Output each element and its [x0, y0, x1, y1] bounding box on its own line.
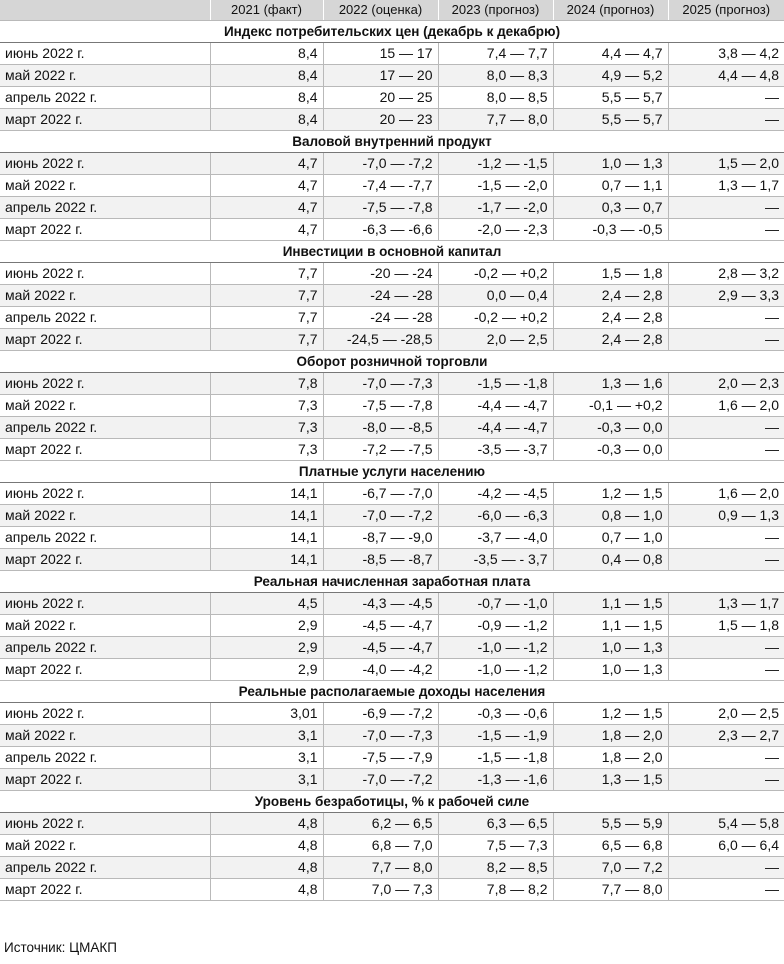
- table-cell: 2,8 — 3,2: [668, 262, 784, 284]
- table-cell: 0,7 — 1,0: [553, 526, 668, 548]
- table-cell: 4,8: [210, 834, 323, 856]
- table-cell: -0,3 — -0,6: [438, 702, 553, 724]
- table-cell: 2,9: [210, 614, 323, 636]
- section-header-row: [0, 240, 784, 262]
- table-cell: -0,1 — +0,2: [553, 394, 668, 416]
- row-label: апрель 2022 г.: [0, 196, 210, 218]
- row-label: май 2022 г.: [0, 724, 210, 746]
- table-cell: -1,2 — -1,5: [438, 152, 553, 174]
- table-cell: 8,4: [210, 42, 323, 64]
- table-cell: 1,1 — 1,5: [553, 592, 668, 614]
- table-row: [0, 372, 784, 394]
- table-cell: -2,0 — -2,3: [438, 218, 553, 240]
- table-cell: —: [668, 328, 784, 350]
- table-row: [0, 416, 784, 438]
- column-header: 2022 (оценка): [323, 0, 438, 20]
- row-label: март 2022 г.: [0, 108, 210, 130]
- table-cell: -7,0 — -7,2: [323, 152, 438, 174]
- table-cell: 5,5 — 5,7: [553, 108, 668, 130]
- table-cell: 0,7 — 1,1: [553, 174, 668, 196]
- table-cell: 4,8: [210, 812, 323, 834]
- table-cell: 1,2 — 1,5: [553, 482, 668, 504]
- table-cell: 2,4 — 2,8: [553, 284, 668, 306]
- table-row: [0, 614, 784, 636]
- row-label: май 2022 г.: [0, 284, 210, 306]
- table-cell: 7,8 — 8,2: [438, 878, 553, 900]
- section-title: Реальная начисленная заработная плата: [0, 570, 784, 592]
- table-cell: 7,0 — 7,2: [553, 856, 668, 878]
- table-row: [0, 86, 784, 108]
- table-cell: 1,1 — 1,5: [553, 614, 668, 636]
- table-cell: 14,1: [210, 548, 323, 570]
- table-row: [0, 262, 784, 284]
- section-header-row: [0, 680, 784, 702]
- row-label: март 2022 г.: [0, 328, 210, 350]
- table-cell: 8,4: [210, 108, 323, 130]
- table-row: [0, 768, 784, 790]
- table-row: [0, 812, 784, 834]
- table-row: [0, 636, 784, 658]
- table-cell: 8,0 — 8,5: [438, 86, 553, 108]
- table-cell: —: [668, 658, 784, 680]
- row-label: март 2022 г.: [0, 548, 210, 570]
- table-row: [0, 482, 784, 504]
- table-row: [0, 108, 784, 130]
- table-cell: 3,1: [210, 768, 323, 790]
- table-row: [0, 438, 784, 460]
- table-cell: 4,5: [210, 592, 323, 614]
- table-row: [0, 504, 784, 526]
- table-cell: 6,0 — 6,4: [668, 834, 784, 856]
- table-cell: 1,8 — 2,0: [553, 746, 668, 768]
- table-cell: -0,2 — +0,2: [438, 306, 553, 328]
- table-row: [0, 306, 784, 328]
- row-label: апрель 2022 г.: [0, 526, 210, 548]
- table-cell: —: [668, 196, 784, 218]
- table-cell: -20 — -24: [323, 262, 438, 284]
- table-cell: -6,7 — -7,0: [323, 482, 438, 504]
- section-header-row: [0, 570, 784, 592]
- row-label: апрель 2022 г.: [0, 856, 210, 878]
- table-row: [0, 724, 784, 746]
- table-cell: —: [668, 856, 784, 878]
- row-label: апрель 2022 г.: [0, 86, 210, 108]
- table-cell: 4,4 — 4,8: [668, 64, 784, 86]
- table-cell: 0,3 — 0,7: [553, 196, 668, 218]
- table-cell: 1,0 — 1,3: [553, 636, 668, 658]
- table-row: [0, 64, 784, 86]
- section-header-row: [0, 460, 784, 482]
- table-row: [0, 152, 784, 174]
- table-cell: 7,3: [210, 394, 323, 416]
- column-header: 2025 (прогноз): [668, 0, 784, 20]
- table-cell: -0,7 — -1,0: [438, 592, 553, 614]
- table-cell: 7,7: [210, 306, 323, 328]
- table-cell: 4,7: [210, 196, 323, 218]
- table-cell: -3,5 — -3,7: [438, 438, 553, 460]
- table-cell: -1,5 — -1,9: [438, 724, 553, 746]
- table-row: [0, 592, 784, 614]
- table-cell: 4,8: [210, 878, 323, 900]
- table-row: [0, 42, 784, 64]
- table-cell: -1,3 — -1,6: [438, 768, 553, 790]
- table-cell: 2,9 — 3,3: [668, 284, 784, 306]
- section-header-row: [0, 790, 784, 812]
- section-title: Уровень безработицы, % к рабочей силе: [0, 790, 784, 812]
- table-row: [0, 856, 784, 878]
- table-cell: -1,7 — -2,0: [438, 196, 553, 218]
- table-cell: -24,5 — -28,5: [323, 328, 438, 350]
- table-cell: -4,5 — -4,7: [323, 636, 438, 658]
- table-row: [0, 328, 784, 350]
- table-row: [0, 218, 784, 240]
- table-cell: —: [668, 218, 784, 240]
- section-header-row: [0, 130, 784, 152]
- table-cell: -0,3 — -0,5: [553, 218, 668, 240]
- table-row: [0, 526, 784, 548]
- table-cell: 1,6 — 2,0: [668, 482, 784, 504]
- table-cell: 1,3 — 1,7: [668, 592, 784, 614]
- table-cell: -6,0 — -6,3: [438, 504, 553, 526]
- table-cell: —: [668, 548, 784, 570]
- table-cell: 1,5 — 1,8: [553, 262, 668, 284]
- table-row: [0, 878, 784, 900]
- row-label: март 2022 г.: [0, 658, 210, 680]
- column-header: 2021 (факт): [210, 0, 323, 20]
- table-cell: 7,0 — 7,3: [323, 878, 438, 900]
- row-label: май 2022 г.: [0, 64, 210, 86]
- table-cell: -0,2 — +0,2: [438, 262, 553, 284]
- table-cell: -4,3 — -4,5: [323, 592, 438, 614]
- table-cell: 0,4 — 0,8: [553, 548, 668, 570]
- table-cell: 6,2 — 6,5: [323, 812, 438, 834]
- table-cell: -7,0 — -7,3: [323, 372, 438, 394]
- table-cell: 1,5 — 1,8: [668, 614, 784, 636]
- table-cell: -3,7 — -4,0: [438, 526, 553, 548]
- table-cell: -0,3 — 0,0: [553, 416, 668, 438]
- table-cell: 2,0 — 2,5: [668, 702, 784, 724]
- table-cell: 5,5 — 5,9: [553, 812, 668, 834]
- row-label: май 2022 г.: [0, 394, 210, 416]
- table-cell: -8,7 — -9,0: [323, 526, 438, 548]
- row-label: июнь 2022 г.: [0, 482, 210, 504]
- table-cell: 2,9: [210, 636, 323, 658]
- table-cell: 8,4: [210, 64, 323, 86]
- section-title: Валовой внутренний продукт: [0, 130, 784, 152]
- table-cell: 1,3 — 1,5: [553, 768, 668, 790]
- section-header-row: [0, 20, 784, 42]
- table-row: [0, 196, 784, 218]
- table-cell: -0,9 — -1,2: [438, 614, 553, 636]
- table-cell: 7,5 — 7,3: [438, 834, 553, 856]
- table-cell: 5,4 — 5,8: [668, 812, 784, 834]
- table-row: [0, 284, 784, 306]
- table-cell: 2,4 — 2,8: [553, 306, 668, 328]
- row-label: март 2022 г.: [0, 218, 210, 240]
- table-cell: 4,9 — 5,2: [553, 64, 668, 86]
- table-cell: -7,5 — -7,8: [323, 196, 438, 218]
- table-cell: -8,5 — -8,7: [323, 548, 438, 570]
- table-cell: -1,5 — -1,8: [438, 746, 553, 768]
- table-cell: 7,3: [210, 416, 323, 438]
- table-cell: -4,4 — -4,7: [438, 416, 553, 438]
- table-cell: 2,0 — 2,3: [668, 372, 784, 394]
- section-header-row: [0, 350, 784, 372]
- table-cell: -4,4 — -4,7: [438, 394, 553, 416]
- table-cell: -1,0 — -1,2: [438, 636, 553, 658]
- table-cell: -7,5 — -7,8: [323, 394, 438, 416]
- table-cell: —: [668, 306, 784, 328]
- table-cell: 8,4: [210, 86, 323, 108]
- table-cell: —: [668, 878, 784, 900]
- table-cell: 3,8 — 4,2: [668, 42, 784, 64]
- row-label: апрель 2022 г.: [0, 306, 210, 328]
- table-cell: 0,0 — 0,4: [438, 284, 553, 306]
- table-cell: -24 — -28: [323, 284, 438, 306]
- table-cell: 1,0 — 1,3: [553, 152, 668, 174]
- row-label: июнь 2022 г.: [0, 372, 210, 394]
- table-cell: 4,7: [210, 152, 323, 174]
- table-cell: 7,7: [210, 262, 323, 284]
- table-cell: 7,7: [210, 284, 323, 306]
- row-label: март 2022 г.: [0, 768, 210, 790]
- table-cell: 7,4 — 7,7: [438, 42, 553, 64]
- table-cell: 3,1: [210, 746, 323, 768]
- row-label: май 2022 г.: [0, 504, 210, 526]
- table-cell: 7,7 — 8,0: [553, 878, 668, 900]
- table-cell: 1,3 — 1,7: [668, 174, 784, 196]
- table-cell: -7,0 — -7,2: [323, 768, 438, 790]
- table-cell: 4,7: [210, 174, 323, 196]
- table-cell: 1,0 — 1,3: [553, 658, 668, 680]
- table-cell: -6,9 — -7,2: [323, 702, 438, 724]
- row-label: июнь 2022 г.: [0, 262, 210, 284]
- row-label: май 2022 г.: [0, 834, 210, 856]
- table-cell: —: [668, 416, 784, 438]
- table-row: [0, 548, 784, 570]
- table-cell: 1,3 — 1,6: [553, 372, 668, 394]
- table-cell: 6,8 — 7,0: [323, 834, 438, 856]
- table-cell: -7,0 — -7,2: [323, 504, 438, 526]
- table-cell: 1,8 — 2,0: [553, 724, 668, 746]
- section-title: Инвестиции в основной капитал: [0, 240, 784, 262]
- table-cell: 15 — 17: [323, 42, 438, 64]
- table-cell: 17 — 20: [323, 64, 438, 86]
- table-row: [0, 702, 784, 724]
- table-cell: -8,0 — -8,5: [323, 416, 438, 438]
- row-label: май 2022 г.: [0, 174, 210, 196]
- section-title: Платные услуги населению: [0, 460, 784, 482]
- table-cell: 5,5 — 5,7: [553, 86, 668, 108]
- table-cell: -6,3 — -6,6: [323, 218, 438, 240]
- table-cell: -7,5 — -7,9: [323, 746, 438, 768]
- table-cell: 4,7: [210, 218, 323, 240]
- table-cell: 7,8: [210, 372, 323, 394]
- table-cell: -4,0 — -4,2: [323, 658, 438, 680]
- table-cell: -3,5 — - 3,7: [438, 548, 553, 570]
- column-header: [0, 0, 210, 20]
- table-cell: —: [668, 86, 784, 108]
- row-label: апрель 2022 г.: [0, 746, 210, 768]
- table-cell: —: [668, 768, 784, 790]
- table-cell: 1,5 — 2,0: [668, 152, 784, 174]
- table-cell: 7,3: [210, 438, 323, 460]
- table-cell: -1,5 — -1,8: [438, 372, 553, 394]
- table-cell: 2,4 — 2,8: [553, 328, 668, 350]
- table-cell: -24 — -28: [323, 306, 438, 328]
- table-cell: 6,5 — 6,8: [553, 834, 668, 856]
- table-cell: 2,0 — 2,5: [438, 328, 553, 350]
- table-cell: 2,3 — 2,7: [668, 724, 784, 746]
- table-cell: 2,9: [210, 658, 323, 680]
- row-label: апрель 2022 г.: [0, 416, 210, 438]
- table-cell: 3,1: [210, 724, 323, 746]
- row-label: июнь 2022 г.: [0, 42, 210, 64]
- row-label: июнь 2022 г.: [0, 702, 210, 724]
- table-cell: 0,9 — 1,3: [668, 504, 784, 526]
- table-cell: -7,2 — -7,5: [323, 438, 438, 460]
- table-cell: 14,1: [210, 504, 323, 526]
- row-label: март 2022 г.: [0, 878, 210, 900]
- table-row: [0, 174, 784, 196]
- table-cell: 7,7 — 8,0: [323, 856, 438, 878]
- table-cell: -4,5 — -4,7: [323, 614, 438, 636]
- table-cell: -1,0 — -1,2: [438, 658, 553, 680]
- table-cell: 20 — 25: [323, 86, 438, 108]
- section-title: Реальные располагаемые доходы населения: [0, 680, 784, 702]
- row-label: март 2022 г.: [0, 438, 210, 460]
- row-label: май 2022 г.: [0, 614, 210, 636]
- row-label: июнь 2022 г.: [0, 812, 210, 834]
- table-cell: 4,4 — 4,7: [553, 42, 668, 64]
- row-label: апрель 2022 г.: [0, 636, 210, 658]
- table-cell: -4,2 — -4,5: [438, 482, 553, 504]
- table-cell: -7,0 — -7,3: [323, 724, 438, 746]
- table-cell: 1,2 — 1,5: [553, 702, 668, 724]
- table-cell: -0,3 — 0,0: [553, 438, 668, 460]
- table-cell: 14,1: [210, 526, 323, 548]
- table-cell: 8,2 — 8,5: [438, 856, 553, 878]
- table-cell: 7,7 — 8,0: [438, 108, 553, 130]
- source-note: Источник: ЦМАКП: [4, 940, 117, 955]
- table-cell: 0,8 — 1,0: [553, 504, 668, 526]
- row-label: июнь 2022 г.: [0, 152, 210, 174]
- table-cell: -1,5 — -2,0: [438, 174, 553, 196]
- table-cell: —: [668, 438, 784, 460]
- table-cell: 14,1: [210, 482, 323, 504]
- table-cell: -7,4 — -7,7: [323, 174, 438, 196]
- table-cell: 8,0 — 8,3: [438, 64, 553, 86]
- row-label: июнь 2022 г.: [0, 592, 210, 614]
- table-cell: —: [668, 108, 784, 130]
- table-cell: 4,8: [210, 856, 323, 878]
- table-row: [0, 394, 784, 416]
- table-cell: —: [668, 526, 784, 548]
- table-cell: —: [668, 746, 784, 768]
- section-title: Индекс потребительских цен (декабрь к декабрю): [0, 20, 784, 42]
- column-header: 2024 (прогноз): [553, 0, 668, 20]
- table-cell: 7,7: [210, 328, 323, 350]
- table-row: [0, 834, 784, 856]
- table-header-row: [0, 0, 784, 20]
- column-header: 2023 (прогноз): [438, 0, 553, 20]
- table-cell: —: [668, 636, 784, 658]
- section-title: Оборот розничной торговли: [0, 350, 784, 372]
- table-cell: 1,6 — 2,0: [668, 394, 784, 416]
- table-cell: 20 — 23: [323, 108, 438, 130]
- table-row: [0, 746, 784, 768]
- table-cell: 3,01: [210, 702, 323, 724]
- table-cell: 6,3 — 6,5: [438, 812, 553, 834]
- table-row: [0, 658, 784, 680]
